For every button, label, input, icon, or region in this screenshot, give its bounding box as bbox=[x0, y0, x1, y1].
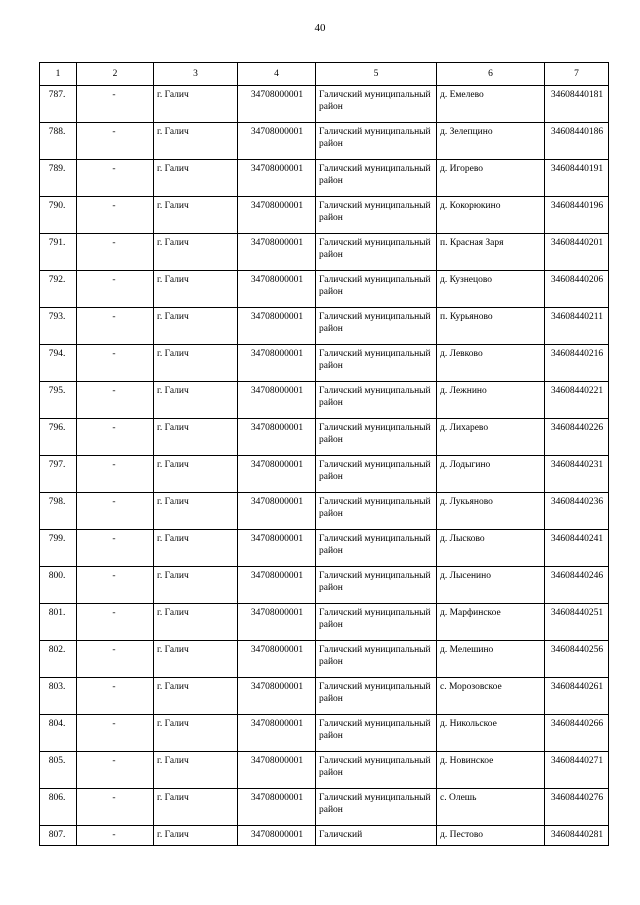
row-col2: - bbox=[77, 382, 154, 419]
row-settlement: д. Емелево bbox=[437, 86, 545, 123]
row-city: г. Галич bbox=[154, 715, 238, 752]
row-col2: - bbox=[77, 789, 154, 826]
row-col2: - bbox=[77, 308, 154, 345]
column-header: 3 bbox=[154, 63, 238, 86]
row-municipality: Галичский муниципальный район bbox=[316, 715, 437, 752]
row-col2: - bbox=[77, 160, 154, 197]
row-col2: - bbox=[77, 271, 154, 308]
row-code: 34708000001 bbox=[238, 234, 316, 271]
column-header: 2 bbox=[77, 63, 154, 86]
table-row bbox=[40, 271, 609, 308]
row-city: г. Галич bbox=[154, 345, 238, 382]
row-municipality: Галичский муниципальный район bbox=[316, 530, 437, 567]
row-number: 804. bbox=[40, 715, 77, 752]
row-number: 791. bbox=[40, 234, 77, 271]
row-settlement: д. Лихарево bbox=[437, 419, 545, 456]
row-col2: - bbox=[77, 456, 154, 493]
row-number: 787. bbox=[40, 86, 77, 123]
row-city: г. Галич bbox=[154, 419, 238, 456]
row-settlement: д. Зелепцино bbox=[437, 123, 545, 160]
row-number: 799. bbox=[40, 530, 77, 567]
table-row bbox=[40, 789, 609, 826]
row-municipality: Галичский муниципальный район bbox=[316, 160, 437, 197]
row-municipality: Галичский муниципальный район bbox=[316, 789, 437, 826]
row-col2: - bbox=[77, 197, 154, 234]
row-city: г. Галич bbox=[154, 604, 238, 641]
row-municipality: Галичский муниципальный район bbox=[316, 456, 437, 493]
row-number: 800. bbox=[40, 567, 77, 604]
row-code: 34708000001 bbox=[238, 752, 316, 789]
row-city: г. Галич bbox=[154, 456, 238, 493]
row-code: 34708000001 bbox=[238, 456, 316, 493]
row-code: 34708000001 bbox=[238, 567, 316, 604]
row-okato: 34608440231 bbox=[545, 456, 609, 493]
row-col2: - bbox=[77, 826, 154, 846]
row-okato: 34608440211 bbox=[545, 308, 609, 345]
row-okato: 34608440191 bbox=[545, 160, 609, 197]
row-municipality: Галичский муниципальный район bbox=[316, 345, 437, 382]
row-col2: - bbox=[77, 493, 154, 530]
table-row bbox=[40, 715, 609, 752]
row-municipality: Галичский муниципальный район bbox=[316, 123, 437, 160]
row-number: 805. bbox=[40, 752, 77, 789]
row-col2: - bbox=[77, 604, 154, 641]
row-municipality: Галичский муниципальный район bbox=[316, 752, 437, 789]
row-col2: - bbox=[77, 86, 154, 123]
row-okato: 34608440201 bbox=[545, 234, 609, 271]
table-row bbox=[40, 567, 609, 604]
table-row bbox=[40, 530, 609, 567]
row-settlement: д. Лысенино bbox=[437, 567, 545, 604]
row-municipality: Галичский муниципальный район bbox=[316, 271, 437, 308]
row-number: 788. bbox=[40, 123, 77, 160]
row-code: 34708000001 bbox=[238, 419, 316, 456]
row-okato: 34608440251 bbox=[545, 604, 609, 641]
row-number: 806. bbox=[40, 789, 77, 826]
column-header: 5 bbox=[316, 63, 437, 86]
row-city: г. Галич bbox=[154, 160, 238, 197]
row-number: 807. bbox=[40, 826, 77, 846]
row-code: 34708000001 bbox=[238, 345, 316, 382]
row-settlement: д. Лодыгино bbox=[437, 456, 545, 493]
row-city: г. Галич bbox=[154, 86, 238, 123]
table-row bbox=[40, 604, 609, 641]
row-number: 789. bbox=[40, 160, 77, 197]
row-okato: 34608440181 bbox=[545, 86, 609, 123]
row-city: г. Галич bbox=[154, 826, 238, 846]
row-okato: 34608440196 bbox=[545, 197, 609, 234]
page-number: 40 bbox=[314, 22, 326, 34]
row-col2: - bbox=[77, 530, 154, 567]
table-row bbox=[40, 456, 609, 493]
table-row bbox=[40, 86, 609, 123]
registry-table bbox=[39, 62, 609, 846]
row-municipality: Галичский муниципальный район bbox=[316, 86, 437, 123]
row-okato: 34608440236 bbox=[545, 493, 609, 530]
row-col2: - bbox=[77, 752, 154, 789]
row-city: г. Галич bbox=[154, 197, 238, 234]
table-row bbox=[40, 308, 609, 345]
table-row bbox=[40, 419, 609, 456]
row-municipality: Галичский муниципальный район bbox=[316, 604, 437, 641]
row-settlement: с. Морозовское bbox=[437, 678, 545, 715]
row-settlement: д. Никольское bbox=[437, 715, 545, 752]
row-code: 34708000001 bbox=[238, 271, 316, 308]
row-settlement: д. Левково bbox=[437, 345, 545, 382]
row-okato: 34608440276 bbox=[545, 789, 609, 826]
row-city: г. Галич bbox=[154, 234, 238, 271]
row-number: 793. bbox=[40, 308, 77, 345]
row-col2: - bbox=[77, 641, 154, 678]
table-row bbox=[40, 345, 609, 382]
row-code: 34708000001 bbox=[238, 604, 316, 641]
row-city: г. Галич bbox=[154, 789, 238, 826]
row-city: г. Галич bbox=[154, 752, 238, 789]
row-settlement: п. Красная Заря bbox=[437, 234, 545, 271]
row-number: 803. bbox=[40, 678, 77, 715]
row-municipality: Галичский муниципальный район bbox=[316, 234, 437, 271]
row-municipality: Галичский муниципальный район bbox=[316, 493, 437, 530]
row-settlement: п. Курьяново bbox=[437, 308, 545, 345]
row-okato: 34608440256 bbox=[545, 641, 609, 678]
row-okato: 34608440266 bbox=[545, 715, 609, 752]
row-okato: 34608440281 bbox=[545, 826, 609, 846]
row-col2: - bbox=[77, 715, 154, 752]
row-municipality: Галичский муниципальный район bbox=[316, 641, 437, 678]
row-okato: 34608440216 bbox=[545, 345, 609, 382]
row-number: 802. bbox=[40, 641, 77, 678]
row-number: 798. bbox=[40, 493, 77, 530]
row-code: 34708000001 bbox=[238, 715, 316, 752]
row-code: 34708000001 bbox=[238, 530, 316, 567]
row-city: г. Галич bbox=[154, 493, 238, 530]
row-col2: - bbox=[77, 678, 154, 715]
row-settlement: д. Новинское bbox=[437, 752, 545, 789]
row-municipality: Галичский муниципальный район bbox=[316, 197, 437, 234]
row-col2: - bbox=[77, 345, 154, 382]
row-okato: 34608440226 bbox=[545, 419, 609, 456]
row-code: 34708000001 bbox=[238, 382, 316, 419]
row-city: г. Галич bbox=[154, 123, 238, 160]
row-code: 34708000001 bbox=[238, 789, 316, 826]
row-col2: - bbox=[77, 419, 154, 456]
row-number: 794. bbox=[40, 345, 77, 382]
row-okato: 34608440221 bbox=[545, 382, 609, 419]
row-number: 796. bbox=[40, 419, 77, 456]
column-header: 1 bbox=[40, 63, 77, 86]
table-row bbox=[40, 752, 609, 789]
row-settlement: д. Марфинское bbox=[437, 604, 545, 641]
row-okato: 34608440261 bbox=[545, 678, 609, 715]
row-settlement: д. Пестово bbox=[437, 826, 545, 846]
table-header-row bbox=[40, 63, 609, 86]
row-municipality: Галичский муниципальный район bbox=[316, 308, 437, 345]
table-row bbox=[40, 826, 609, 846]
row-settlement: д. Лукьяново bbox=[437, 493, 545, 530]
row-city: г. Галич bbox=[154, 530, 238, 567]
row-number: 801. bbox=[40, 604, 77, 641]
table-row bbox=[40, 197, 609, 234]
column-header: 6 bbox=[437, 63, 545, 86]
row-code: 34708000001 bbox=[238, 493, 316, 530]
row-municipality: Галичский муниципальный район bbox=[316, 567, 437, 604]
table-row bbox=[40, 382, 609, 419]
table-row bbox=[40, 160, 609, 197]
row-number: 797. bbox=[40, 456, 77, 493]
table-row bbox=[40, 234, 609, 271]
row-city: г. Галич bbox=[154, 271, 238, 308]
row-number: 795. bbox=[40, 382, 77, 419]
row-settlement: д. Кокорюкино bbox=[437, 197, 545, 234]
row-okato: 34608440246 bbox=[545, 567, 609, 604]
row-city: г. Галич bbox=[154, 382, 238, 419]
row-okato: 34608440241 bbox=[545, 530, 609, 567]
row-city: г. Галич bbox=[154, 641, 238, 678]
row-col2: - bbox=[77, 234, 154, 271]
row-code: 34708000001 bbox=[238, 86, 316, 123]
column-header: 7 bbox=[545, 63, 609, 86]
row-code: 34708000001 bbox=[238, 641, 316, 678]
row-settlement: с. Олешь bbox=[437, 789, 545, 826]
row-settlement: д. Игорево bbox=[437, 160, 545, 197]
row-okato: 34608440206 bbox=[545, 271, 609, 308]
row-municipality: Галичский муниципальный район bbox=[316, 419, 437, 456]
row-settlement: д. Кузнецово bbox=[437, 271, 545, 308]
row-code: 34708000001 bbox=[238, 826, 316, 846]
table-row bbox=[40, 641, 609, 678]
row-col2: - bbox=[77, 123, 154, 160]
table-row bbox=[40, 123, 609, 160]
row-code: 34708000001 bbox=[238, 308, 316, 345]
row-code: 34708000001 bbox=[238, 197, 316, 234]
row-settlement: д. Лежнино bbox=[437, 382, 545, 419]
row-municipality: Галичский муниципальный район bbox=[316, 382, 437, 419]
row-col2: - bbox=[77, 567, 154, 604]
row-municipality: Галичский bbox=[316, 826, 437, 846]
row-okato: 34608440186 bbox=[545, 123, 609, 160]
row-settlement: д. Лысково bbox=[437, 530, 545, 567]
row-number: 790. bbox=[40, 197, 77, 234]
row-city: г. Галич bbox=[154, 567, 238, 604]
table-row bbox=[40, 678, 609, 715]
row-city: г. Галич bbox=[154, 308, 238, 345]
row-code: 34708000001 bbox=[238, 123, 316, 160]
row-code: 34708000001 bbox=[238, 678, 316, 715]
row-code: 34708000001 bbox=[238, 160, 316, 197]
row-municipality: Галичский муниципальный район bbox=[316, 678, 437, 715]
row-okato: 34608440271 bbox=[545, 752, 609, 789]
row-city: г. Галич bbox=[154, 678, 238, 715]
row-settlement: д. Мелешино bbox=[437, 641, 545, 678]
column-header: 4 bbox=[238, 63, 316, 86]
row-number: 792. bbox=[40, 271, 77, 308]
table-row bbox=[40, 493, 609, 530]
